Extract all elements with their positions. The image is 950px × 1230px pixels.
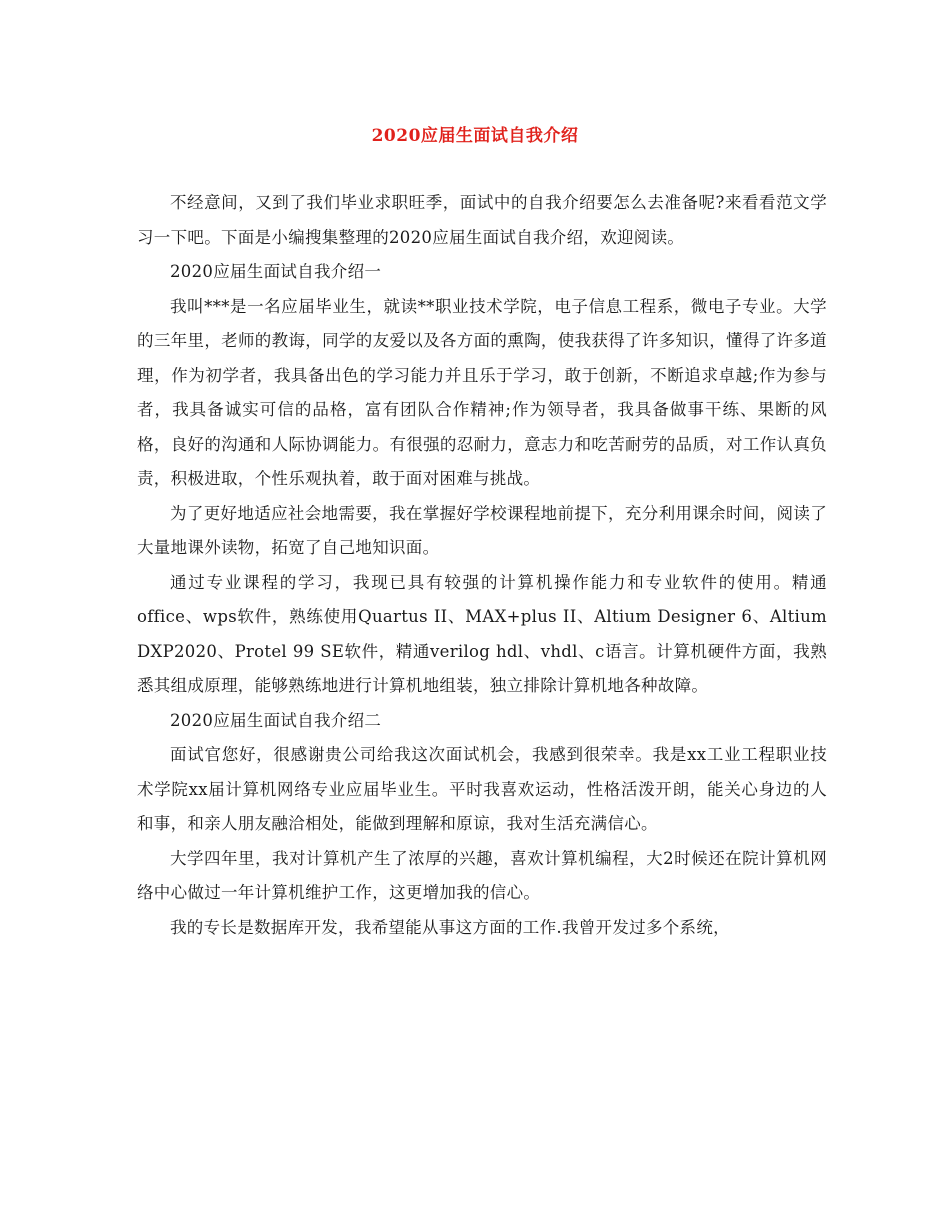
section-heading-1: 2020应届生面试自我介绍一: [170, 262, 382, 281]
body-paragraph: 面试官您好，很感谢贵公司给我这次面试机会，我感到很荣幸。我是xx工业工程职业技术学院xx届计算机网络专业应届毕业生。平时我喜欢运动，性格活泼开朗，能关心身边的人和事，和亲人朋友融洽相处，能做到理解和原谅，我对生活充满信心。: [137, 745, 827, 833]
body-paragraph: 我叫***是一名应届毕业生，就读**职业技术学院，电子信息工程系，微电子专业。大学的三年里，老师的教诲，同学的友爱以及各方面的熏陶，使我获得了许多知识，懂得了许多道理，作为初学者，我具备出色的学习能力并且乐于学习，敢于创新，不断追求卓越;作为参与者，我具备诚实可信的品格，富有团队合作精神;作为领导者，我具备做事干练、果断的风格，良好的沟通和人际协调能力。有很强的忍耐力，意志力和吃苦耐劳的品质，对工作认真负责，积极进取，个性乐观执着，敢于面对困难与挑战。: [137, 296, 827, 488]
body-paragraph: 为了更好地适应社会地需要，我在掌握好学校课程地前提下，充分利用课余时间，阅读了大量地课外读物，拓宽了自己地知识面。: [137, 503, 827, 557]
document-body: [137, 186, 827, 945]
body-paragraph: 我的专长是数据库开发，我希望能从事这方面的工作.我曾开发过多个系统，: [170, 917, 730, 937]
page-title: 2020应届生面试自我介绍: [371, 126, 579, 146]
section-heading-2: 2020应届生面试自我介绍二: [170, 710, 382, 730]
body-paragraph: 通过专业课程的学习，我现已具有较强的计算机操作能力和专业软件的使用。精通office、wps软件，熟练使用Quartus II、MAX+plus II、Altium Designer 6、Altium DXP2020、Protel 99 SE软件，精通verilog hdl、vhdl、c语言。计算机硬件方面，我熟悉其组成原理，能够熟练地进行计算机地组装，独立排除计算机地各种故障。: [137, 572, 827, 695]
body-paragraph: 大学四年里，我对计算机产生了浓厚的兴趣，喜欢计算机编程，大2时候还在院计算机网络中心做过一年计算机维护工作，这更增加我的信心。: [137, 848, 827, 902]
intro-paragraph: 不经意间，又到了我们毕业求职旺季，面试中的自我介绍要怎么去准备呢?来看看范文学习一下吧。下面是小编搜集整理的2020应届生面试自我介绍，欢迎阅读。: [137, 193, 827, 247]
